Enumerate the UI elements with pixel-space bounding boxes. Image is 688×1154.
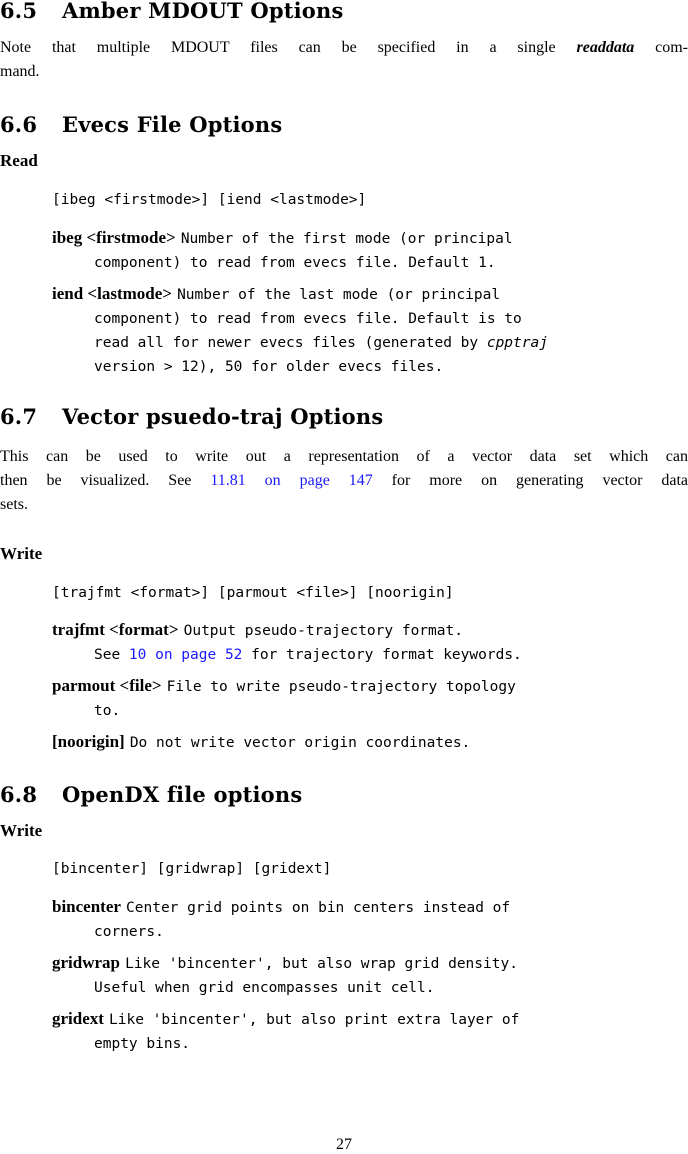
option-gridwrap: gridwrap Like 'bincenter', but also wrap grid density. Useful when grid encompasses unit cell.: [52, 953, 518, 996]
page-number: 27: [336, 1136, 352, 1153]
section-heading-6-6: 6.6 Evecs File Options: [0, 112, 283, 137]
vector-write-syntax: [trajfmt <format>] [parmout <file>] [noorigin]: [52, 585, 454, 601]
evecs-read-syntax: [ibeg <firstmode>] [iend <lastmode>]: [52, 192, 367, 208]
readdata-keyword: readdata: [576, 39, 635, 56]
section-heading-6-8: 6.8 OpenDX file options: [0, 782, 303, 807]
option-noorigin: [noorigin] Do not write vector origin coordinates.: [52, 732, 471, 751]
opendx-write-syntax: [bincenter] [gridwrap] [gridext]: [52, 861, 332, 877]
link-section-11-81[interactable]: 11.81 on page 147: [210, 472, 373, 489]
option-iend: iend <lastmode> Number of the last mode (or principal component) to read from evecs file. Default is to read all for newer evecs files (generated by cpptraj version > 12), 50 for older evecs files.: [52, 284, 548, 375]
section-heading-6-7: 6.7 Vector psuedo-traj Options: [0, 404, 384, 429]
option-trajfmt: trajfmt <format> Output pseudo-trajectory format. See 10 on page 52 for trajectory format keywords.: [52, 620, 522, 663]
cpptraj-emphasis: cpptraj: [486, 335, 548, 351]
option-gridext: gridext Like 'bincenter', but also print extra layer of empty bins.: [52, 1009, 520, 1052]
subheading-write-vector: Write: [0, 544, 43, 563]
option-ibeg: ibeg <firstmode> Number of the first mode (or principal component) to read from evecs file. Default 1.: [52, 228, 513, 271]
option-bincenter: bincenter Center grid points on bin centers instead of corners.: [52, 897, 511, 940]
section-6-7-paragraph: This can be used to write out a representation of a vector data set which can then be visualized. See 11.81 on page 147 for more on generating vector data sets.: [0, 448, 688, 513]
link-section-10[interactable]: 10 on page 52: [128, 647, 243, 663]
subheading-write-opendx: Write: [0, 821, 43, 840]
section-heading-6-5: 6.5 Amber MDOUT Options: [0, 0, 344, 23]
option-parmout: parmout <file> File to write pseudo-trajectory topology to.: [52, 676, 516, 719]
subheading-read: Read: [0, 151, 38, 170]
section-6-5-paragraph: Note that multiple MDOUT files can be specified in a single readdata com- mand.: [0, 39, 688, 80]
